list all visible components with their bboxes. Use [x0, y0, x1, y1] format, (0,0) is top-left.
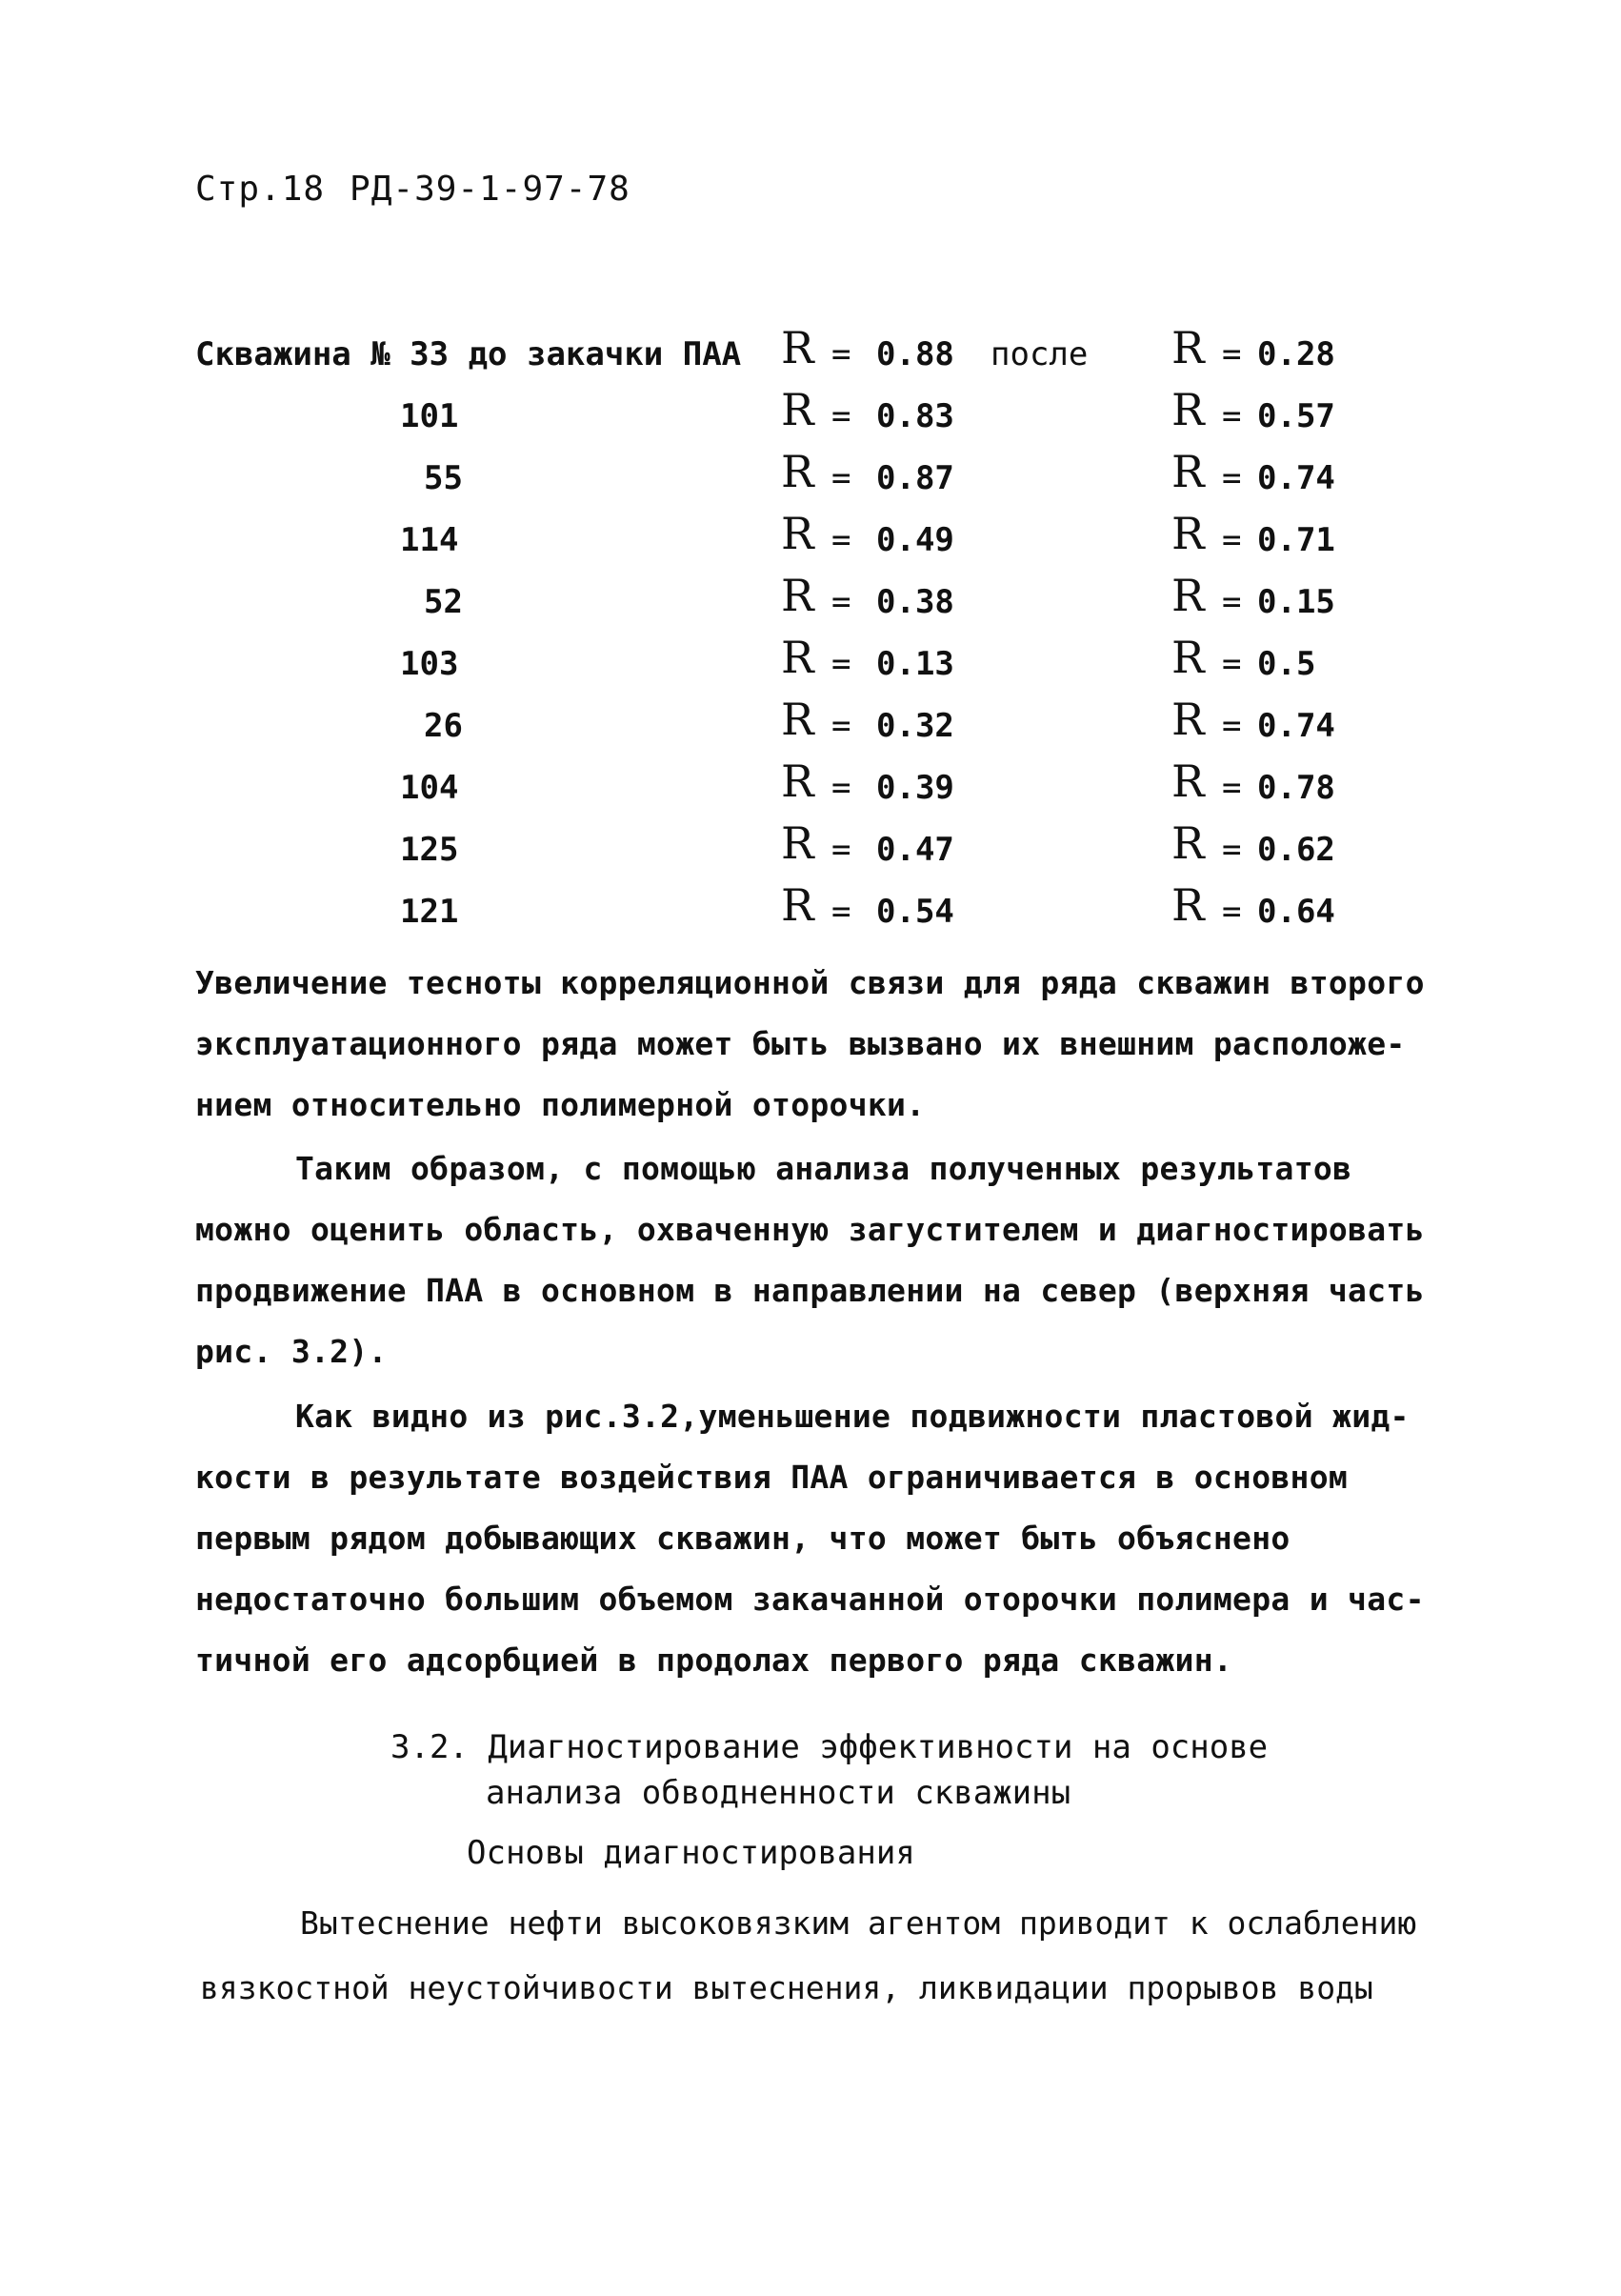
well-number: 103 — [400, 645, 459, 683]
r-before-value: 0.39 — [876, 769, 954, 807]
text-line: кости в результате воздействия ПАА ограничивается в основном — [195, 1459, 1349, 1496]
text-line: нием относительно полимерной оторочки. — [195, 1086, 926, 1123]
r-symbol: R — [781, 694, 814, 745]
well-number: 26 — [424, 707, 463, 745]
r-symbol: R — [1171, 694, 1205, 745]
r-symbol: R — [1171, 632, 1205, 683]
r-after-value: 0.28 — [1257, 335, 1335, 373]
well-number: 52 — [424, 583, 463, 621]
section-title-line: 3.2. Диагностирование эффективности на основе — [390, 1728, 1269, 1766]
equals-sign: = — [1222, 397, 1242, 435]
r-symbol: R — [1171, 322, 1205, 373]
r-before-value: 0.83 — [876, 397, 954, 435]
r-symbol: R — [1171, 570, 1205, 621]
r-symbol: R — [1171, 508, 1205, 559]
equals-sign: = — [831, 893, 851, 931]
r-symbol: R — [781, 384, 814, 435]
paragraph — [195, 1386, 1425, 1691]
text-line: можно оценить область, охваченную загустителем и диагностировать — [195, 1211, 1425, 1248]
paragraph — [195, 953, 1425, 1136]
page-header — [195, 170, 630, 209]
r-after-value: 0.15 — [1257, 583, 1335, 621]
r-before-value: 0.38 — [876, 583, 954, 621]
text-line: первым рядом добывающих скважин, что может быть объяснено — [195, 1520, 1291, 1557]
r-before-value: 0.32 — [876, 707, 954, 745]
text-line: Увеличение тесноты корреляционной связи для ряда скважин второго — [195, 964, 1425, 1001]
r-symbol: R — [781, 879, 814, 931]
r-symbol: R — [781, 570, 814, 621]
text-line: тичной его адсорбцией в продолах первого ряда скважин. — [195, 1641, 1233, 1679]
equals-sign: = — [1222, 521, 1242, 559]
r-after-value: 0.62 — [1257, 831, 1335, 869]
equals-sign: = — [1222, 645, 1242, 683]
text-line: эксплуатационного ряда может быть вызвано их внешним расположе- — [195, 1025, 1406, 1062]
text-line: вязкостной неустойчивости вытеснения, ликвидации прорывов воды — [200, 1969, 1373, 2006]
paragraph — [195, 1138, 1425, 1382]
r-symbol: R — [1171, 446, 1205, 497]
well-number: 125 — [400, 831, 459, 869]
well-number: 114 — [400, 521, 459, 559]
well-number: 104 — [400, 769, 459, 807]
r-after-value: 0.57 — [1257, 397, 1335, 435]
correlation-row — [0, 879, 1621, 950]
subheading: Основы диагностирования — [467, 1834, 915, 1872]
equals-sign: = — [831, 521, 851, 559]
r-before-value: 0.47 — [876, 831, 954, 869]
section-title-line: анализа обводненности скважины — [486, 1774, 1071, 1812]
r-symbol: R — [781, 632, 814, 683]
equals-sign: = — [1222, 707, 1242, 745]
r-before-value: 0.13 — [876, 645, 954, 683]
well-number: 55 — [424, 459, 463, 497]
equals-sign: = — [831, 583, 851, 621]
document-code: РД-39-1-97-78 — [350, 170, 630, 209]
equals-sign: = — [831, 769, 851, 807]
r-symbol: R — [1171, 817, 1205, 869]
r-after-value: 0.74 — [1257, 459, 1335, 497]
paragraph — [200, 1891, 1438, 2021]
equals-sign: = — [831, 335, 851, 373]
equals-sign: = — [1222, 893, 1242, 931]
text-line: рис. 3.2). — [195, 1333, 388, 1370]
text-line: Таким образом, с помощью анализа полученных результатов — [295, 1150, 1352, 1187]
r-after-value: 0.74 — [1257, 707, 1335, 745]
text-line: Как видно из рис.3.2,уменьшение подвижности пластовой жид- — [295, 1398, 1410, 1435]
well-number: 121 — [400, 893, 459, 931]
equals-sign: = — [831, 831, 851, 869]
equals-sign: = — [1222, 583, 1242, 621]
r-after-value: 0.71 — [1257, 521, 1335, 559]
r-before-value: 0.88 — [876, 335, 954, 373]
page-number: Стр.18 — [195, 170, 326, 209]
text-line: недостаточно большим объемом закачанной оторочки полимера и час- — [195, 1581, 1425, 1618]
r-after-value: 0.64 — [1257, 893, 1335, 931]
text-line: Вытеснение нефти высоковязким агентом приводит к ослаблению — [300, 1904, 1417, 1942]
equals-sign: = — [831, 397, 851, 435]
equals-sign: = — [1222, 769, 1242, 807]
equals-sign: = — [1222, 831, 1242, 869]
section-title — [390, 1724, 1268, 1816]
equals-sign: = — [1222, 459, 1242, 497]
r-symbol: R — [781, 755, 814, 807]
r-before-value: 0.87 — [876, 459, 954, 497]
text-line: продвижение ПАА в основном в направлении на север (верхняя часть — [195, 1272, 1425, 1309]
well-number: 101 — [400, 397, 459, 435]
r-before-value: 0.54 — [876, 893, 954, 931]
equals-sign: = — [831, 645, 851, 683]
r-symbol: R — [1171, 755, 1205, 807]
r-symbol: R — [781, 508, 814, 559]
r-after-value: 0.5 — [1257, 645, 1316, 683]
r-symbol: R — [1171, 384, 1205, 435]
equals-sign: = — [831, 707, 851, 745]
equals-sign: = — [831, 459, 851, 497]
r-symbol: R — [781, 322, 814, 373]
r-symbol: R — [781, 817, 814, 869]
r-after-value: 0.78 — [1257, 769, 1335, 807]
after-word: после — [991, 335, 1089, 373]
r-symbol: R — [781, 446, 814, 497]
equals-sign: = — [1222, 335, 1242, 373]
r-symbol: R — [1171, 879, 1205, 931]
r-before-value: 0.49 — [876, 521, 954, 559]
well-label: Скважина № 33 до закачки ПАА — [195, 335, 742, 373]
